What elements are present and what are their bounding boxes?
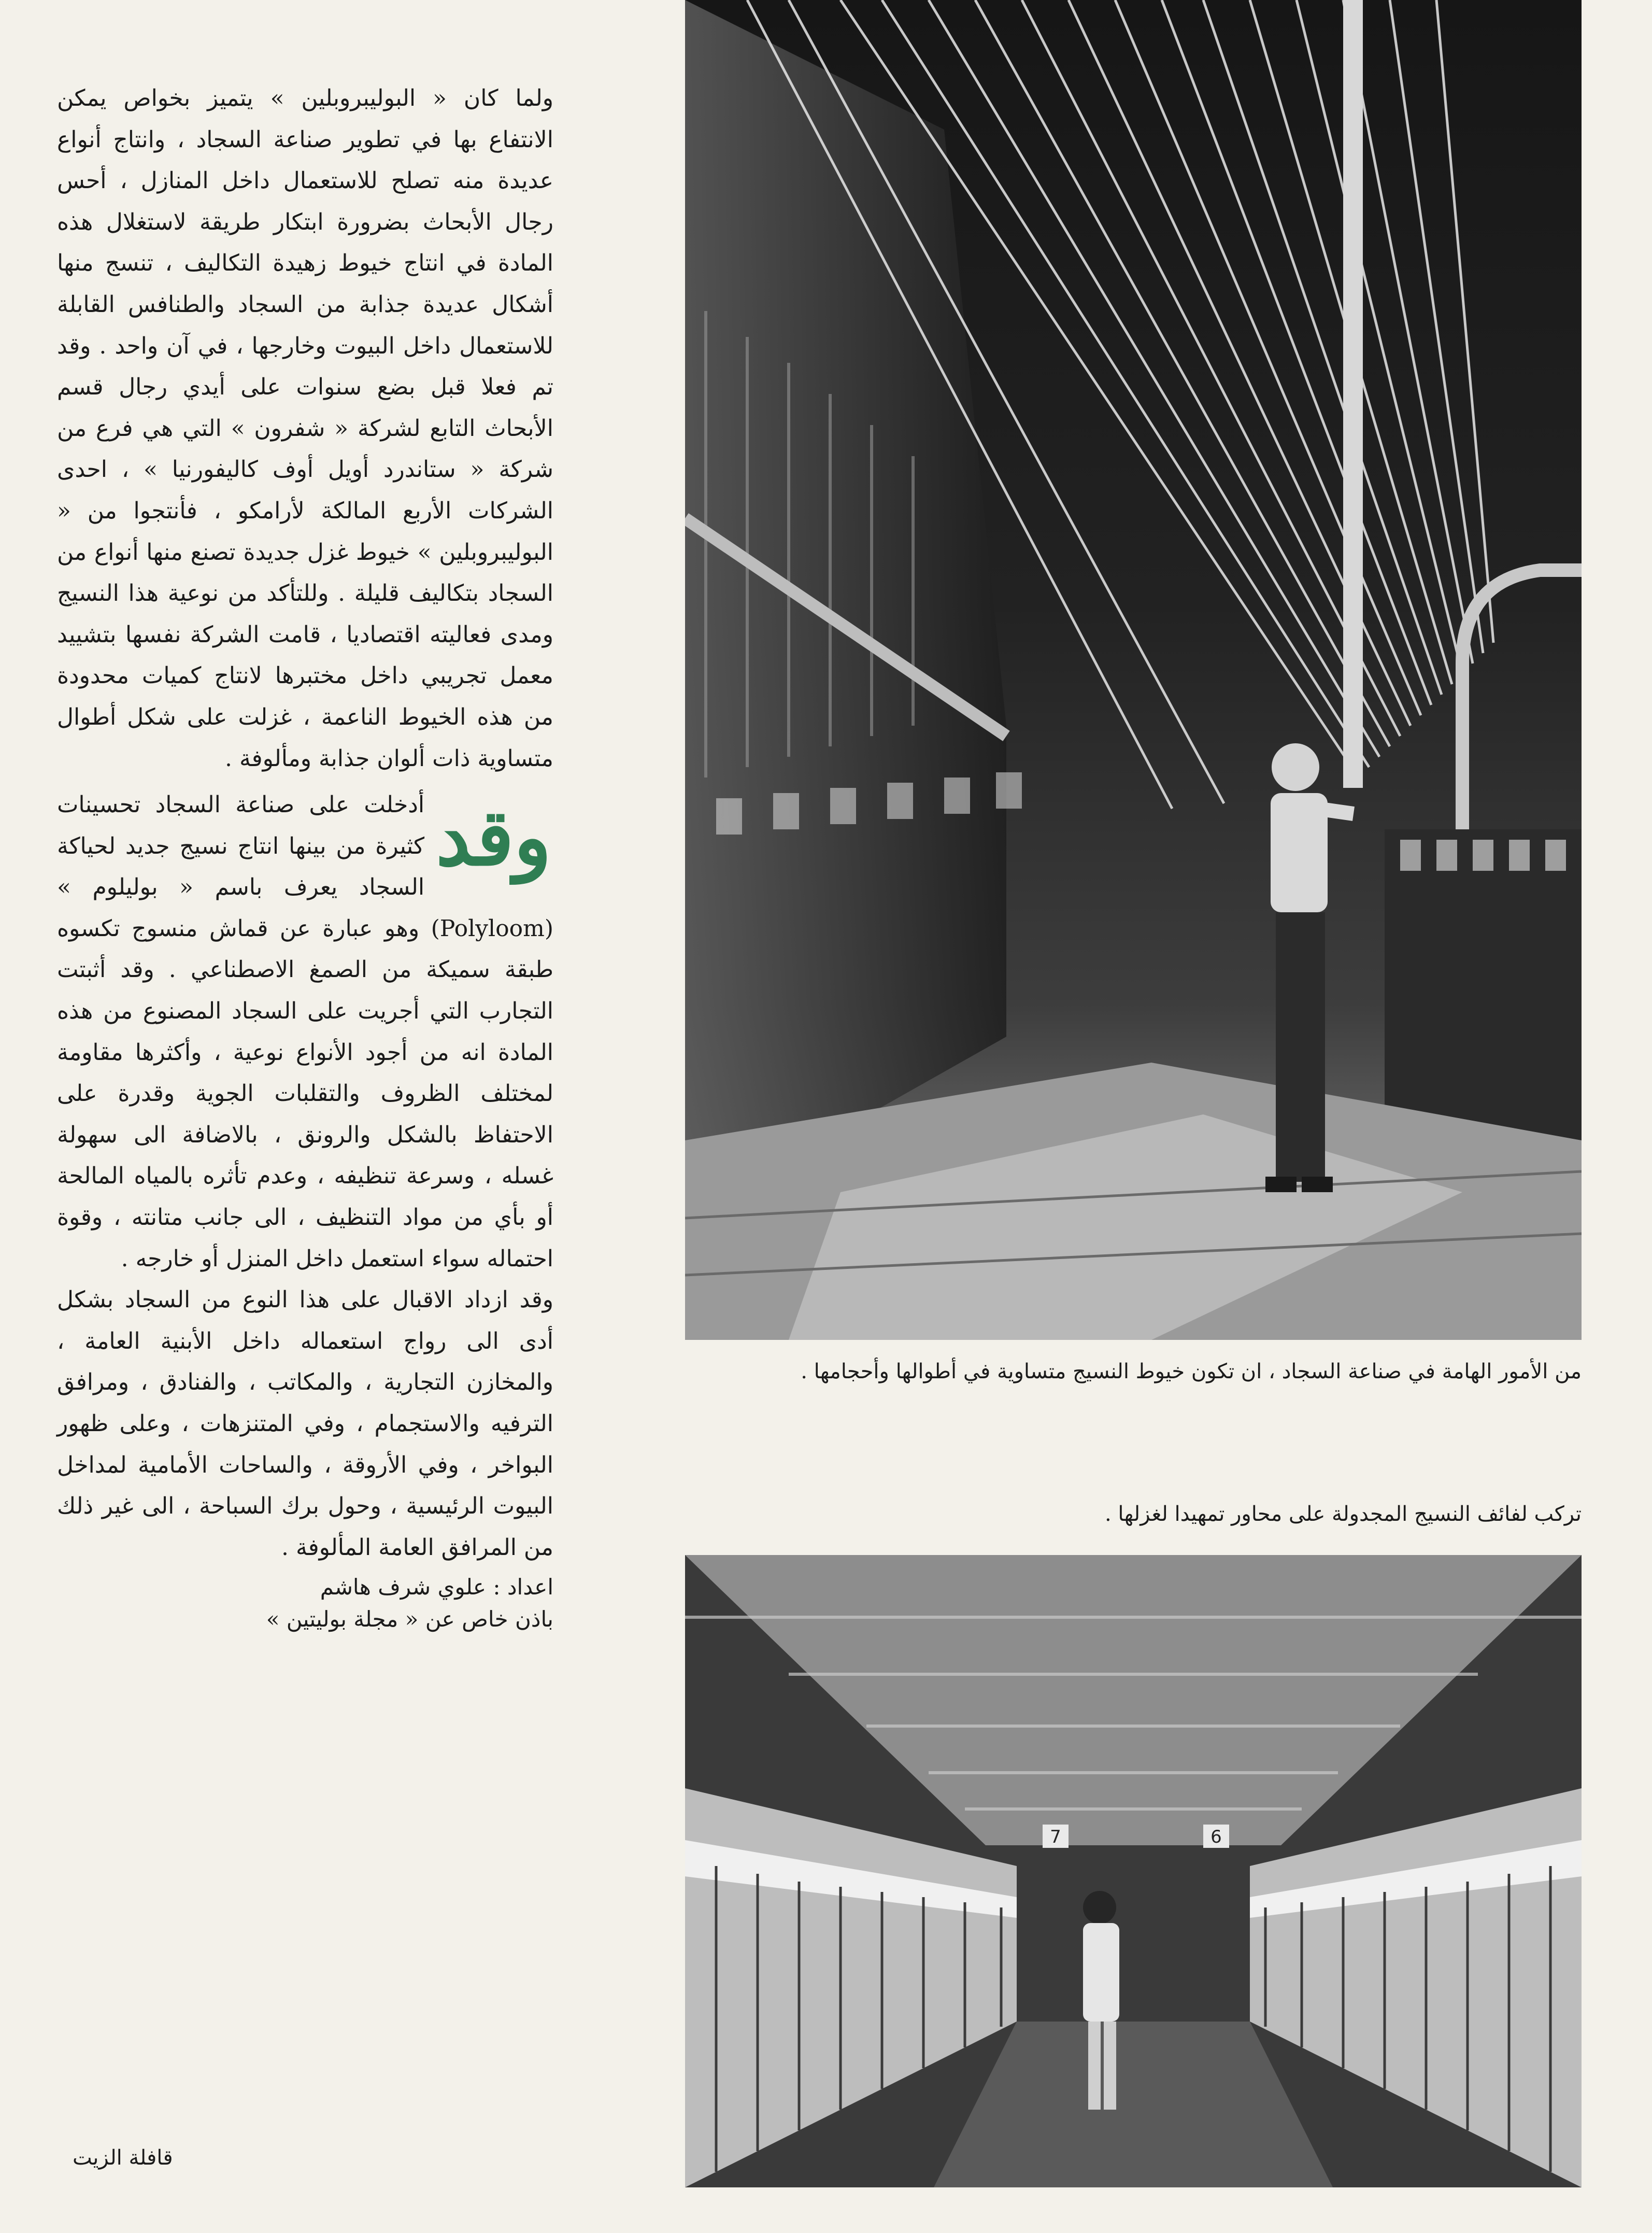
author-name: اعداد : علوي شرف هاشم (320, 1574, 553, 1600)
spinning-room-image (685, 1555, 1582, 2187)
sign-number-6: 6 (1210, 1827, 1222, 1847)
photo-thread-machine (685, 0, 1582, 1340)
article-paragraph-3: وقد ازداد الاقبال على هذا النوع من السجاد بشكل أدى الى رواج استعماله داخل الأبنية العامة ، والمخازن التجارية ، والمكاتب ، والفنادق ، ومرافق الترفيه والاستجمام ، وفي المتنزهات ، وعلى ظهور البواخر ، وفي الأروقة ، والساحات الأمامية لمداخل البيوت الرئيسية ، وحول برك السباحة ، الى غير ذلك من المرافق العامة المألوفة . (57, 1287, 553, 1561)
photo-spinning-room (685, 1555, 1582, 2187)
article-paragraph-2 (57, 784, 553, 1279)
thread-machine-image (685, 0, 1582, 1340)
article-column (57, 78, 553, 1635)
sign-number-7: 7 (1050, 1827, 1061, 1847)
byline (57, 1571, 553, 1635)
article-paragraph-1: ولما كان « البوليبروبلين » يتميز بخواص يمكن الانتفاع بها في تطوير صناعة السجاد ، وانتاج أنواع عديدة منه تصلح للاستعمال داخل المنازل ، أحس رجال الأبحاث بضرورة ابتكار طريقة لاستغلال هذه المادة في انتاج خيوط زهيدة التكاليف ، تنسج منها أشكال عديدة جذابة من السجاد والطنافس القابلة للاستعمال داخل البيوت وخارجها ، في آن واحد . وقد تم فعلا قبل بضع سنوات على أيدي رجال قسم الأبحاث التابع لشركة « شفرون » التي هي فرع من شركة « ستاندرد أويل أوف كاليفورنيا » ، احدى الشركات الأربع المالكة لأرامكو ، فأنتجوا من « البوليبروبلين » خيوط غزل جديدة تصنع منها أنواع من السجاد بتكاليف قليلة . وللتأكد من نوعية هذا النسيج ومدى فعاليته اقتصاديا ، قامت الشركة نفسها بتشييد معمل تجريبي داخل مختبرها لانتاج كميات محدودة من هذه الخيوط الناعمة ، غزلت على شكل أطوال متساوية ذات ألوان جذابة ومألوفة . (57, 85, 553, 772)
magazine-name: قافلة الزيت (73, 2146, 173, 2170)
article-paragraph-2-text: أدخلت على صناعة السجاد تحسينات كثيرة من بينها انتاج نسيج جديد لحياكة السجاد يعرف باسم « بوليلوم » (Polyloom) وهو عبارة عن قماش منسوج تكسوه طبقة سميكة من الصمغ الاصطناعي . وقد أثبتت التجارب التي أجريت على السجاد المصنوع من هذه المادة انه من أجود الأنواع نوعية ، وأكثرها مقاومة لمختلف الظروف والتقلبات الجوية وقدرة على الاحتفاظ بالشكل والرونق ، بالاضافة الى سهولة غسله ، وسرعة تنظيفه ، وعدم تأثره بالمياه المالحة أو بأي من مواد التنظيف ، الى جانب متانته ، وقوة احتماله سواء استعمل داخل المنزل أو خارجه . (57, 792, 553, 1272)
drop-cap: وقد (436, 792, 551, 884)
top-photo-caption: من الأمور الهامة في صناعة السجاد ، ان تكون خيوط النسيج متساوية في أطوالها وأحجامها . (801, 1360, 1582, 1383)
article-source: باذن خاص عن « مجلة بوليتين » (266, 1606, 553, 1632)
bottom-photo-caption: تركب لفائف النسيج المجدولة على محاور تمهيدا لغزلها . (1105, 1502, 1582, 1526)
